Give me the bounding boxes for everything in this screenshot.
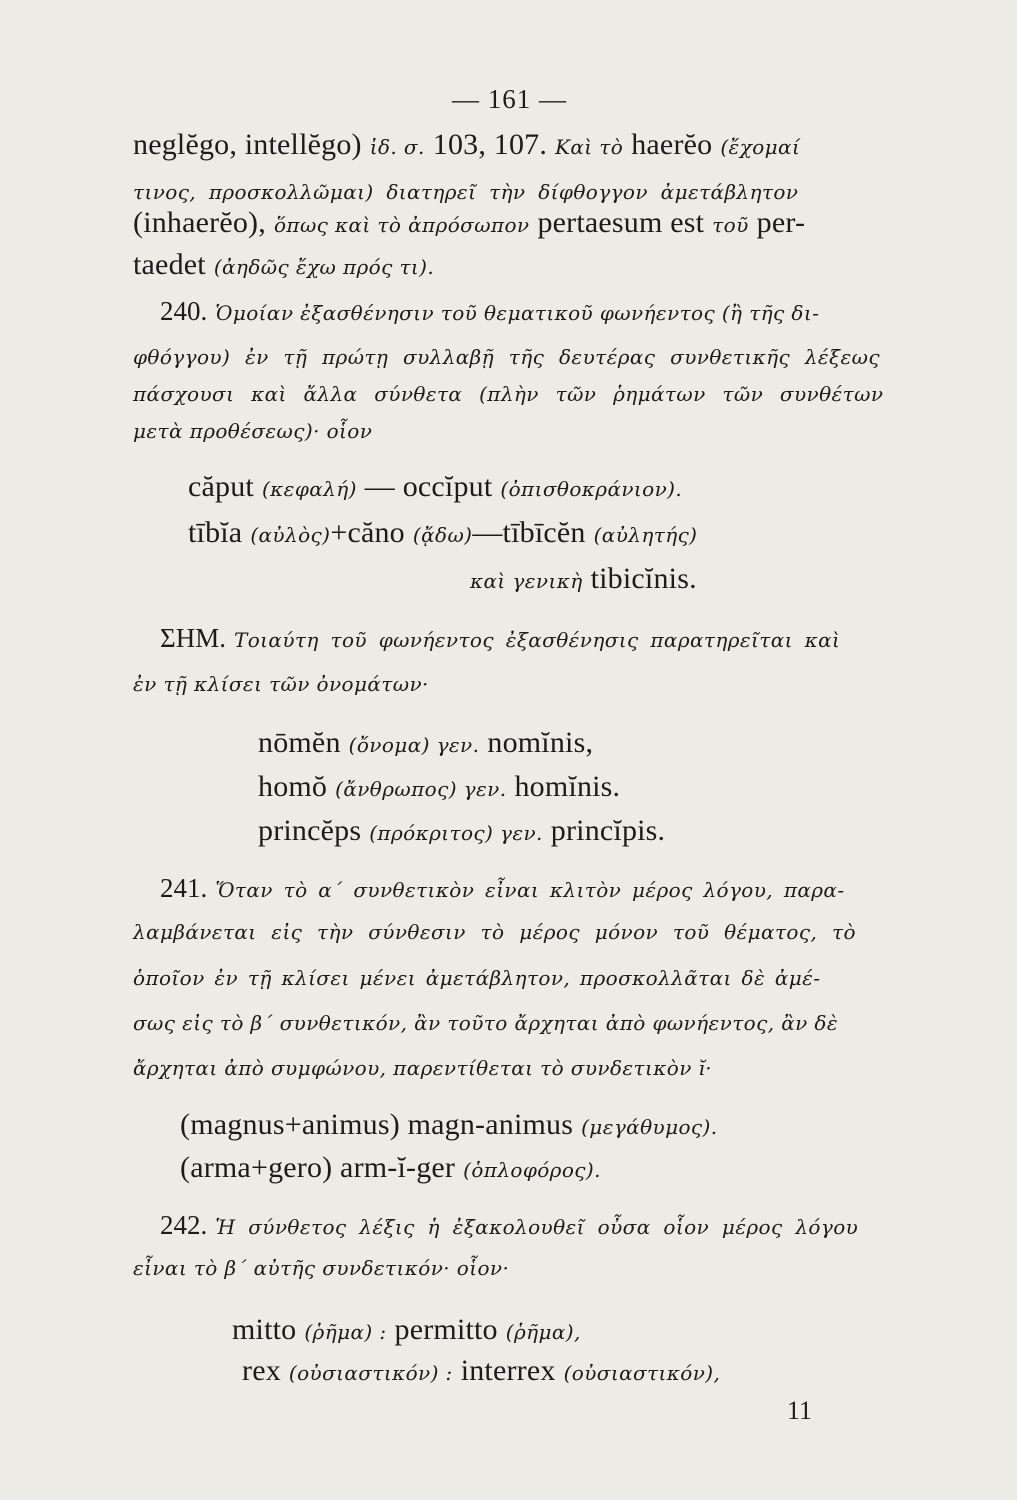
greek-text: (ῥῆμα) : [304,1320,387,1344]
latin-text: neglĕgo, intellĕgo) [133,128,362,161]
note-line-1 [160,625,840,652]
latin-text: rex [242,1354,281,1387]
example-homo [258,772,620,802]
example-princeps [258,816,665,846]
latin-text: permitto [394,1313,498,1346]
greek-text: (πρόκριτος) γεν. [369,821,543,845]
section-number: 242. [160,1210,208,1240]
latin-text: homĭnis. [514,770,621,803]
section-241-line-5: ἄρχηται ἀπὸ συμφώνου, παρεντίθεται τὸ συνδετικὸν ĭ· [133,1056,713,1080]
greek-text: (μεγάθυμος). [581,1115,718,1139]
greek-text: (ῥῆμα), [505,1320,581,1344]
latin-text: (arma+gero) arm-ĭ-ger [180,1151,456,1184]
section-number: 241. [160,873,208,903]
latin-text: (magnus+animus) magn-animus [180,1108,574,1141]
latin-text: princĕps [258,814,362,847]
section-number: 240. [160,296,208,326]
latin-text: haerĕo [631,128,713,161]
latin-text: (inhaerĕo), [133,206,266,239]
latin-text: per- [756,206,806,239]
example-caput [188,472,682,502]
greek-text: Τοιαύτη τοῦ φωνήεντος ἐξασθένησις παρατηρεῖται καὶ [233,628,841,652]
greek-text: (ᾄδω) [412,523,473,547]
greek-text: (ἔχομαί [720,135,801,159]
greek-text: (αὐλητής) [593,523,698,547]
section-240-line-1 [160,298,819,325]
greek-text: (οὐσιαστικόν), [563,1361,721,1385]
latin-text: tībĭa [188,516,243,549]
example-armiger [180,1153,601,1183]
latin-text: nomĭnis, [487,726,594,759]
greek-text: (ἄνθρωπος) γεν. [335,777,507,801]
section-241-line-1 [160,875,845,902]
section-241-line-4: σως εἰς τὸ β΄ συνθετικόν, ἂν τοῦτο ἄρχηται ἀπὸ φωνήεντος, ἂν δὲ [133,1011,839,1035]
greek-text: (ὄνομα) γεν. [348,733,480,757]
signature-mark: 11 [787,1396,813,1425]
greek-text: Ὅταν τὸ α΄ συνθετικὸν εἶναι κλιτὸν μέρος λόγου, παρα- [215,878,845,902]
latin-text: — occĭput [364,470,493,503]
greek-text: ἰδ. σ. [369,135,425,159]
greek-text: ὅπως καὶ τὸ ἀπρόσωπον [273,213,530,237]
page-number: — 161 — [452,84,567,114]
section-240-line-3: πάσχουσι καὶ ἄλλα σύνθετα (πλὴν τῶν ῥημάτων τῶν συνθέτων [133,382,884,406]
greek-text: καὶ γενικὴ [470,569,583,593]
latin-text: nōmĕn [258,726,341,759]
latin-text: interrex [460,1354,556,1387]
greek-text: (κεφαλή) [261,477,357,501]
p1-line-1 [133,130,800,160]
greek-text: (ὀπισθοκράνιον). [500,477,683,501]
latin-text: homŏ [258,770,328,803]
example-magnanimus [180,1110,718,1140]
greek-text: τοῦ [712,213,749,237]
note-line-2: ἐν τῇ κλίσει τῶν ὀνομάτων· [133,672,429,696]
greek-text: (ἀηδῶς ἔχω πρός τι). [213,255,435,279]
example-interrex [242,1356,720,1386]
greek-text: Ὁμοίαν ἐξασθένησιν τοῦ θεματικοῦ φωνήεντος (ἢ τῆς δι- [215,301,820,325]
example-permitto [232,1315,581,1345]
latin-text: —tībīcĕn [472,516,586,549]
p1-line-2: τινος, προσκολλῶμαι) διατηρεῖ τὴν δίφθογγον ἀμετάβλητον [133,180,799,204]
latin-text: tibicĭnis. [590,562,697,595]
latin-text: taedet [133,248,206,281]
greek-text: Καὶ τὸ [555,135,624,159]
latin-text: mitto [232,1313,297,1346]
p1-line-3 [133,208,805,238]
section-241-line-2: λαμβάνεται εἰς τὴν σύνθεσιν τὸ μέρος μόνον τοῦ θέματος, τὸ [133,920,856,944]
latin-text: princĭpis. [550,814,666,847]
latin-text: 103, 107. [432,128,548,161]
p1-line-4 [133,250,434,280]
greek-text: (αὐλὸς) [250,523,331,547]
section-242-line-1 [160,1212,858,1239]
section-240-line-2: φθόγγου) ἐν τῇ πρώτῃ συλλαβῇ τῆς δευτέρας συνθετικῆς λέξεως [133,345,880,369]
example-nomen [258,728,593,758]
greek-text: (οὐσιαστικόν) : [288,1361,453,1385]
latin-text: pertaesum est [537,206,705,239]
note-label: ΣΗΜ. [160,623,226,653]
section-241-line-3: ὁποῖον ἐν τῇ κλίσει μένει ἀμετάβλητον, προσκολλᾶται δὲ ἀμέ- [133,966,821,990]
example-tibicinis [470,564,697,594]
latin-text: căput [188,470,254,503]
section-240-line-4: μετὰ προθέσεως)· οἷον [133,419,373,443]
section-242-line-2: εἶναι τὸ β΄ αὐτῆς συνδετικόν· οἷον· [133,1256,510,1280]
greek-text: Ἡ σύνθετος λέξις ἡ ἐξακολουθεῖ οὖσα οἷον μέρος λόγου [215,1215,859,1239]
greek-text: (ὁπλοφόρος). [463,1158,601,1182]
latin-text: +căno [330,516,405,549]
example-tibia [188,518,697,548]
